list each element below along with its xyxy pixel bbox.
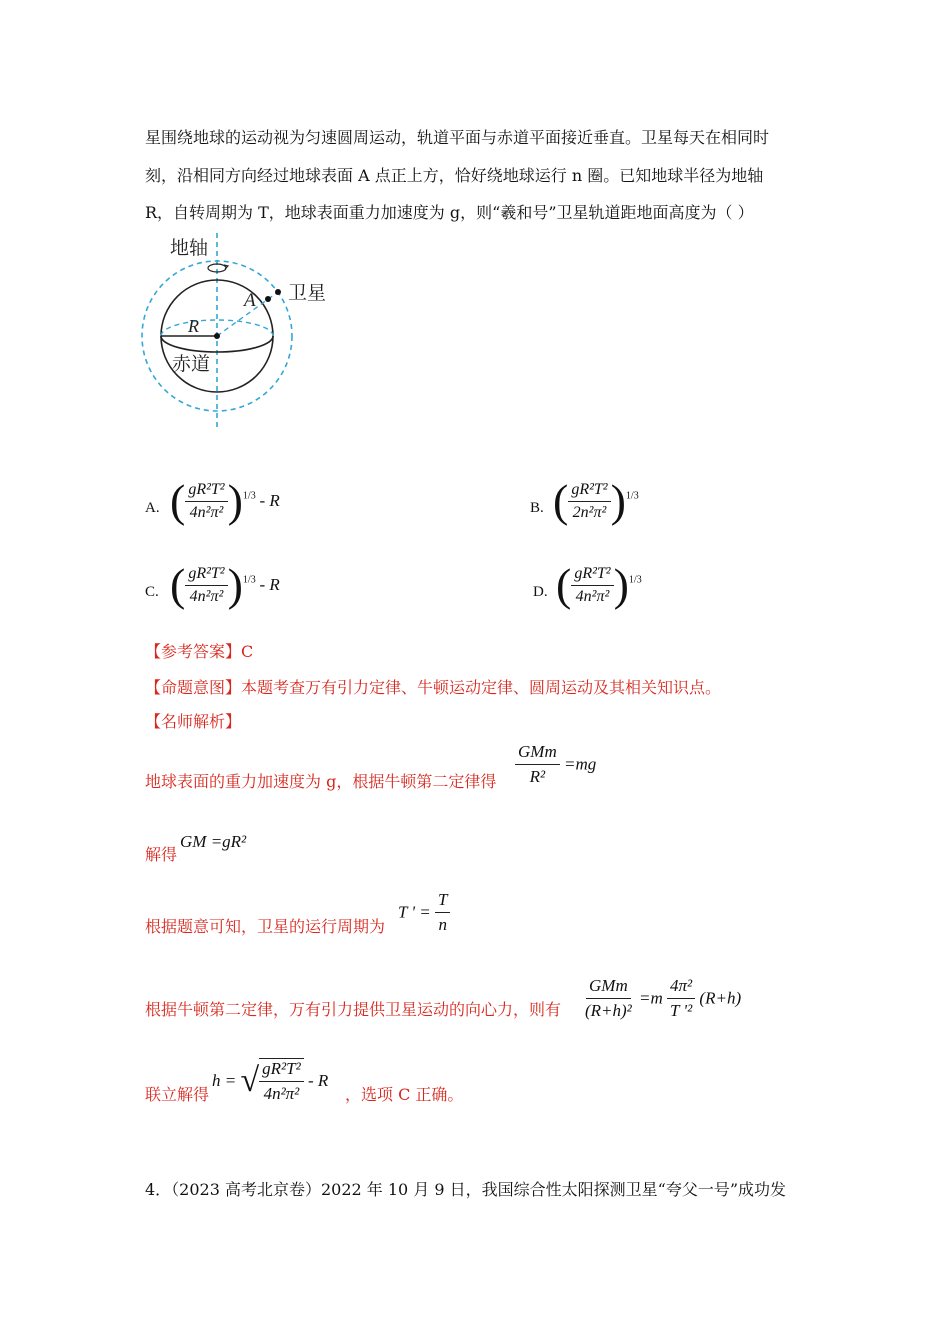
option-b-label: B. (530, 500, 544, 516)
option-c-minus: - R (259, 575, 280, 594)
option-b-formula: ( $\frac{\text{gR²T²}}{\text{2n²π²}}$ )$^{1/3}$ (553, 475, 639, 526)
option-c-label: C. (145, 584, 159, 600)
step-5-conclusion: ，选项 C 正确。 (345, 1085, 464, 1104)
question-intent: 【命题意图】本题考查万有引力定律、牛顿运动定律、圆周运动及其相关知识点。 (145, 678, 722, 697)
step-2-text: 解得 (145, 845, 178, 864)
step-5-text: 联立解得 (145, 1085, 210, 1104)
axis-label: 地轴 (170, 237, 209, 259)
option-a-exp: 1/3 (242, 490, 256, 502)
analysis-title: 【名师解析】 (145, 712, 242, 731)
formula-5-rhs: - R (307, 1071, 329, 1090)
root-symbol: √ (240, 1062, 260, 1099)
question-line-2: 刻，沿相同方向经过地球表面 A 点正上方，恰好绕地球运行 n 圈。已知地球半径为地轴 (145, 166, 764, 185)
option-d-den: 4n²π² (575, 587, 610, 605)
option-b-num: gR²T² (568, 481, 610, 502)
question-line-3: R，自转周期为 T，地球表面重力加速度为 g，则“羲和号”卫星轨道距地面高度为（ ） (145, 203, 754, 222)
option-d-num: gR²T² (571, 565, 613, 586)
step-1-text: 地球表面的重力加速度为 g，根据牛顿第二定律得 (145, 772, 497, 791)
formula-5-num: gR²T² (259, 1059, 304, 1082)
option-a-minus: - R (259, 491, 280, 510)
radius-label: R (188, 316, 199, 336)
point-a-label: A (244, 290, 256, 311)
formula-4-den2: T '² (670, 1001, 693, 1020)
formula-5 (212, 1058, 328, 1104)
option-a-den: 4n²π² (189, 503, 224, 521)
option-c-exp: 1/3 (242, 574, 256, 586)
next-question: 4．（2023 高考北京卷）2022 年 10 月 9 日，我国综合性太阳探测卫星“夸父一号”成功发 (145, 1180, 787, 1199)
formula-2: GM =gR² (180, 832, 247, 851)
formula-4-den: (R+h)² (585, 1001, 632, 1020)
formula-3-num: T (435, 890, 450, 913)
step-3-text: 根据题意可知，卫星的运行周期为 (145, 917, 386, 936)
formula-3-den: n (438, 915, 447, 934)
question-line-1: 星围绕地球的运动视为匀速圆周运动，轨道平面与赤道平面接近垂直。卫星每天在相同时 (145, 128, 770, 147)
formula-4 (582, 976, 741, 1021)
option-d-label: D. (533, 584, 548, 600)
formula-3-lhs: T ' = (398, 902, 431, 922)
earth-orbit-diagram (140, 228, 340, 438)
formula-5-lhs: h = (212, 1071, 237, 1090)
option-a-num: gR²T² (185, 481, 227, 502)
option-d-formula: ( $\frac{\text{gR²T²}}{\text{4n²π²}}$ )$^{1/3}$ (556, 559, 642, 610)
formula-4-mid: =m (639, 988, 663, 1008)
option-a-label: A. (145, 500, 160, 516)
formula-1-den: R² (529, 767, 546, 786)
option-a-formula: ( $\frac{\text{gR²T²}}{\text{4n²π²}}$ )$^{1/3}$ - R (170, 475, 280, 526)
formula-1 (515, 742, 596, 787)
step-4-text: 根据牛顿第二定律，万有引力提供卫星运动的向心力，则有 (145, 1000, 562, 1019)
option-d-exp: 1/3 (628, 574, 642, 586)
formula-1-num: GMm (515, 742, 560, 765)
option-c-formula: ( $\frac{\text{gR²T²}}{\text{4n²π²}}$ )$^{1/3}$ - R (170, 559, 280, 610)
formula-4-num2: 4π² (667, 976, 695, 999)
formula-4-rhs: (R+h) (699, 988, 742, 1008)
formula-4-num: GMm (586, 976, 631, 999)
option-b-den: 2n²π² (572, 503, 607, 521)
formula-5-den: 4n²π² (263, 1084, 300, 1103)
reference-answer: 【参考答案】C (145, 642, 254, 661)
formula-1-rhs: =mg (563, 754, 597, 774)
satellite-label: 卫星 (288, 282, 327, 304)
option-b-exp: 1/3 (625, 490, 639, 502)
option-c-num: gR²T² (185, 565, 227, 586)
option-c-den: 4n²π² (189, 587, 224, 605)
formula-3 (398, 890, 450, 935)
equator-label: 赤道 (172, 353, 211, 375)
